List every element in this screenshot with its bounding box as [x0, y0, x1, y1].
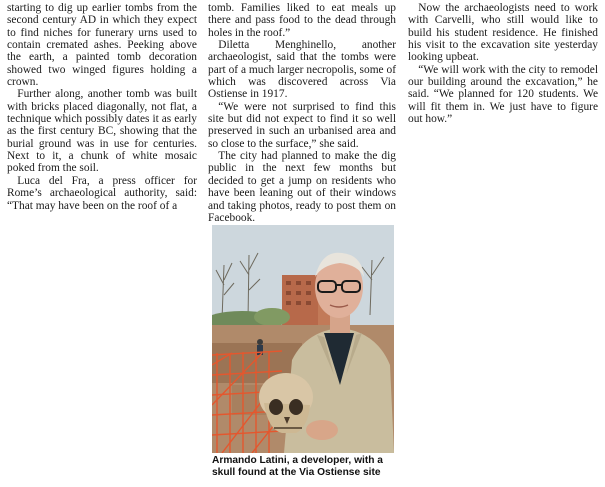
article-paragraph: Diletta Menghinello, another archaeologist, said that the tombs were part of a much larger necropolis, some of which was discovered across Via Ostiense in 1917. [208, 39, 396, 101]
article-column-1 [7, 2, 197, 212]
article-paragraph: “We will work with the city to remodel our building around the excavation,” he said. “We planned for 120 students. We will fit them in. We just have to figure out how.” [408, 63, 598, 126]
news-photo [212, 225, 394, 453]
article-paragraph: Now the archaeologists need to work with Carvelli, who still would like to build his student residence. He finished his visit to the excavation site yesterday looking upbeat. [408, 2, 598, 64]
article-paragraph: starting to dig up earlier tombs from the second century AD in which they expect to find niches for funerary urns used to contain cremated ashes. Peeking above the earth, a painted tomb decoration showed two winged figures holding a crown. [7, 2, 197, 89]
photo-illustration [212, 225, 394, 453]
article-paragraph: “We were not surprised to find this site but did not expect to find it so well preserved in such an urbanised area and so close to the surface,” she said. [208, 100, 396, 150]
article-paragraph: Luca del Fra, a press officer for Rome’s archaeological authority, said: “That may have been on the roof of a [7, 174, 197, 212]
article-paragraph: The city had planned to make the dig public in the next few months but decided to get a jump on residents who have been leaning out of their windows and taking photos, ready to post them on Facebook. [208, 150, 396, 224]
article-paragraph: Further along, another tomb was built with bricks placed diagonally, not flat, a technique which possibly dates it as early as the first century BC, showing that the burial ground was in use for centuries. Next to it, a chunk of white mosaic poked from the soil. [7, 88, 197, 175]
photo-caption: Armando Latini, a developer, with a skull found at the Via Ostiense site [212, 455, 383, 478]
article-paragraph: tomb. Families liked to eat meals up there and pass food to the dead through holes in the roof.” [208, 2, 396, 39]
article-column-3 [408, 2, 598, 125]
article-column-2 [208, 2, 396, 224]
